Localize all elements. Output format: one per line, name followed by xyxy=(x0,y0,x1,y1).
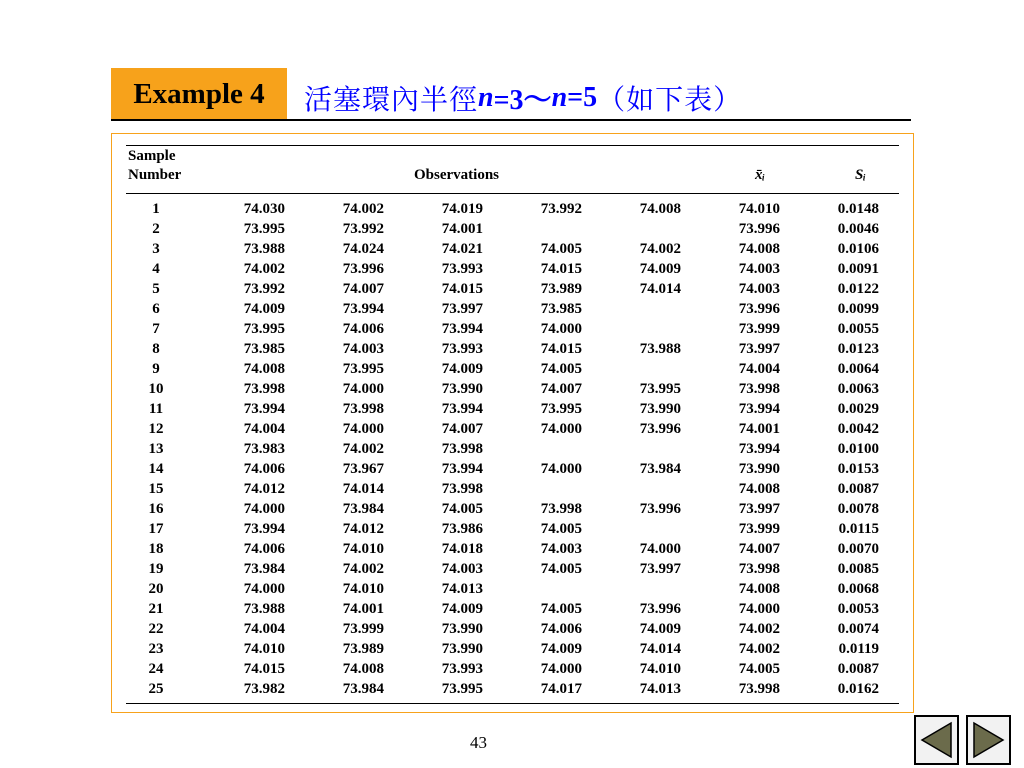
sample-number-cell: 14 xyxy=(148,461,164,477)
observation-3-cell: 73.990 xyxy=(441,381,483,397)
table-body xyxy=(126,199,879,699)
xbar-cell: 73.994 xyxy=(738,401,780,417)
observation-2-cell: 74.002 xyxy=(342,201,384,217)
observation-3-cell: 74.003 xyxy=(441,561,483,577)
xbar-cell: 74.003 xyxy=(738,281,780,297)
observation-3-cell: 74.013 xyxy=(441,581,483,597)
observation-4-cell xyxy=(483,479,582,499)
table-row xyxy=(126,359,879,379)
observation-3-cell: 74.001 xyxy=(441,221,483,237)
header-xbar: x̄ᵢ xyxy=(755,167,766,183)
observation-3-cell: 73.986 xyxy=(441,521,483,537)
table-row xyxy=(126,539,879,559)
observation-3-cell: 73.998 xyxy=(441,481,483,497)
sample-number-cell: 3 xyxy=(152,241,160,257)
observation-3-cell: 73.997 xyxy=(441,301,483,317)
xbar-cell: 74.005 xyxy=(738,661,780,677)
s-cell: 0.0029 xyxy=(837,401,879,417)
observation-3-cell: 73.994 xyxy=(441,401,483,417)
observation-4-cell xyxy=(483,219,582,239)
sample-number-cell: 6 xyxy=(152,301,160,317)
observation-2-cell: 73.996 xyxy=(342,261,384,277)
title-var-n1: n xyxy=(478,82,494,113)
observation-1-cell: 74.000 xyxy=(243,501,285,517)
table-top-rule xyxy=(126,145,899,146)
table-row xyxy=(126,599,879,619)
header-sample-line2: Number xyxy=(128,167,182,183)
observation-1-cell: 74.006 xyxy=(243,541,285,557)
observation-1-cell: 73.992 xyxy=(243,281,285,297)
example-badge xyxy=(111,68,287,120)
xbar-cell: 73.996 xyxy=(738,301,780,317)
header-observations: Observations xyxy=(414,167,500,183)
observation-2-cell: 74.010 xyxy=(342,541,384,557)
sample-number-cell: 1 xyxy=(152,201,160,217)
observation-2-cell: 74.007 xyxy=(342,281,384,297)
previous-slide-button[interactable] xyxy=(914,715,959,765)
table-row xyxy=(126,459,879,479)
observation-2-cell: 73.999 xyxy=(342,621,384,637)
observation-4-cell: 74.017 xyxy=(540,681,582,697)
table-row xyxy=(126,239,879,259)
next-slide-button[interactable] xyxy=(966,715,1011,765)
sample-number-cell: 19 xyxy=(148,561,164,577)
observation-5-cell: 74.014 xyxy=(639,641,681,657)
observation-3-cell: 73.998 xyxy=(441,441,483,457)
sample-number-cell: 5 xyxy=(152,281,160,297)
observation-2-cell: 74.024 xyxy=(342,241,384,257)
observation-1-cell: 74.002 xyxy=(243,261,285,277)
observation-2-cell: 73.984 xyxy=(342,501,384,517)
observation-5-cell: 74.000 xyxy=(639,541,681,557)
s-cell: 0.0099 xyxy=(837,301,879,317)
xbar-cell: 74.002 xyxy=(738,621,780,637)
observation-3-cell: 73.993 xyxy=(441,661,483,677)
observation-4-cell: 74.006 xyxy=(540,621,582,637)
observation-3-cell: 74.019 xyxy=(441,201,483,217)
observation-5-cell: 74.010 xyxy=(639,661,681,677)
sample-number-cell: 10 xyxy=(148,381,164,397)
observation-4-cell xyxy=(483,579,582,599)
observation-2-cell: 73.984 xyxy=(342,681,384,697)
observation-5-cell xyxy=(582,579,681,599)
s-cell: 0.0122 xyxy=(837,281,879,297)
observation-3-cell: 73.995 xyxy=(441,681,483,697)
observation-2-cell: 73.992 xyxy=(342,221,384,237)
observation-5-cell: 73.984 xyxy=(639,461,681,477)
sample-number-cell: 8 xyxy=(152,341,160,357)
observation-3-cell: 74.005 xyxy=(441,501,483,517)
observation-2-cell: 74.014 xyxy=(342,481,384,497)
observation-2-cell: 74.000 xyxy=(342,421,384,437)
observation-5-cell: 73.996 xyxy=(639,421,681,437)
s-cell: 0.0106 xyxy=(837,241,879,257)
s-cell: 0.0074 xyxy=(837,621,879,637)
observation-1-cell: 73.994 xyxy=(243,521,285,537)
table-row xyxy=(126,399,879,419)
observation-4-cell: 74.000 xyxy=(540,661,582,677)
sample-number-cell: 13 xyxy=(148,441,164,457)
s-cell: 0.0100 xyxy=(837,441,879,457)
xbar-cell: 74.008 xyxy=(738,581,780,597)
observation-5-cell xyxy=(582,299,681,319)
observation-1-cell: 73.998 xyxy=(243,381,285,397)
observation-4-cell: 74.005 xyxy=(540,561,582,577)
xbar-cell: 73.997 xyxy=(738,341,780,357)
observation-2-cell: 74.002 xyxy=(342,441,384,457)
s-cell: 0.0115 xyxy=(838,521,879,537)
xbar-cell: 74.010 xyxy=(738,201,780,217)
sample-number-cell: 9 xyxy=(152,361,160,377)
observation-4-cell: 74.015 xyxy=(540,261,582,277)
header-sample-line1: Sample xyxy=(128,148,176,164)
s-cell: 0.0078 xyxy=(837,501,879,517)
observation-5-cell: 74.014 xyxy=(639,281,681,297)
sample-number-cell: 23 xyxy=(148,641,164,657)
observation-3-cell: 74.009 xyxy=(441,361,483,377)
table-row xyxy=(126,619,879,639)
table-row xyxy=(126,519,879,539)
xbar-cell: 73.998 xyxy=(738,681,780,697)
s-cell: 0.0123 xyxy=(837,341,879,357)
table-row xyxy=(126,379,879,399)
xbar-cell: 73.997 xyxy=(738,501,780,517)
xbar-cell: 73.994 xyxy=(738,441,780,457)
s-cell: 0.0091 xyxy=(837,261,879,277)
observation-4-cell: 73.985 xyxy=(540,301,582,317)
observation-4-cell: 74.015 xyxy=(540,341,582,357)
observation-5-cell xyxy=(582,439,681,459)
observation-2-cell: 73.994 xyxy=(342,301,384,317)
s-cell: 0.0087 xyxy=(837,481,879,497)
observation-5-cell xyxy=(582,319,681,339)
observation-2-cell: 73.989 xyxy=(342,641,384,657)
observation-3-cell: 74.015 xyxy=(441,281,483,297)
xbar-cell: 74.004 xyxy=(738,361,780,377)
observation-4-cell: 74.007 xyxy=(540,381,582,397)
s-cell: 0.0046 xyxy=(837,221,879,237)
title-eq1: =3～ xyxy=(493,85,552,116)
observation-5-cell xyxy=(582,359,681,379)
observation-5-cell: 73.996 xyxy=(639,601,681,617)
observation-1-cell: 73.994 xyxy=(243,401,285,417)
s-cell: 0.0042 xyxy=(837,421,879,437)
table-row xyxy=(126,199,879,219)
table-row xyxy=(126,579,879,599)
title-cjk-suffix: （如下表） xyxy=(597,83,743,116)
observation-3-cell: 73.993 xyxy=(441,261,483,277)
table-row xyxy=(126,659,879,679)
xbar-cell: 74.002 xyxy=(738,641,780,657)
table-header-rule xyxy=(126,193,899,194)
observation-5-cell: 74.009 xyxy=(639,621,681,637)
observation-5-cell xyxy=(582,479,681,499)
sample-number-cell: 22 xyxy=(148,621,164,637)
xbar-cell: 73.999 xyxy=(738,321,780,337)
observation-4-cell: 74.000 xyxy=(540,421,582,437)
observation-1-cell: 73.988 xyxy=(243,601,285,617)
observation-1-cell: 73.988 xyxy=(243,241,285,257)
observation-3-cell: 73.994 xyxy=(441,461,483,477)
page-number: 43 xyxy=(470,733,487,752)
observation-1-cell: 74.004 xyxy=(243,621,285,637)
s-cell: 0.0070 xyxy=(837,541,879,557)
s-cell: 0.0053 xyxy=(837,601,879,617)
table-row xyxy=(126,419,879,439)
observation-2-cell: 74.000 xyxy=(342,381,384,397)
header-sample-number xyxy=(128,147,181,185)
xbar-cell: 74.007 xyxy=(738,541,780,557)
xbar-cell: 73.990 xyxy=(738,461,780,477)
s-cell: 0.0162 xyxy=(837,681,879,697)
observation-4-cell: 73.989 xyxy=(540,281,582,297)
observation-4-cell: 74.005 xyxy=(540,241,582,257)
observation-1-cell: 74.015 xyxy=(243,661,285,677)
xbar-cell: 73.998 xyxy=(738,381,780,397)
table-row xyxy=(126,299,879,319)
sample-number-cell: 25 xyxy=(148,681,164,697)
observation-4-cell: 74.005 xyxy=(540,601,582,617)
observation-1-cell: 74.009 xyxy=(243,301,285,317)
xbar-cell: 74.000 xyxy=(738,601,780,617)
table-row xyxy=(126,339,879,359)
observation-5-cell: 73.988 xyxy=(639,341,681,357)
observation-1-cell: 73.982 xyxy=(243,681,285,697)
sample-number-cell: 11 xyxy=(148,401,164,417)
observation-4-cell xyxy=(483,439,582,459)
observation-1-cell: 74.030 xyxy=(243,201,285,217)
sample-number-cell: 4 xyxy=(152,261,160,277)
sample-number-cell: 16 xyxy=(148,501,164,517)
observations-table xyxy=(126,199,879,699)
sample-number-cell: 7 xyxy=(152,321,160,337)
xbar-cell: 73.998 xyxy=(738,561,780,577)
observation-1-cell: 74.000 xyxy=(243,581,285,597)
observation-5-cell: 74.013 xyxy=(639,681,681,697)
sample-number-cell: 17 xyxy=(148,521,164,537)
xbar-cell: 74.008 xyxy=(738,481,780,497)
observation-1-cell: 74.008 xyxy=(243,361,285,377)
xbar-cell: 73.996 xyxy=(738,221,780,237)
observation-1-cell: 74.010 xyxy=(243,641,285,657)
observation-3-cell: 74.021 xyxy=(441,241,483,257)
observation-4-cell: 73.992 xyxy=(540,201,582,217)
observation-5-cell: 73.997 xyxy=(639,561,681,577)
title-eq2: =5 xyxy=(567,82,598,113)
observation-2-cell: 74.012 xyxy=(342,521,384,537)
observation-2-cell: 74.001 xyxy=(342,601,384,617)
xbar-cell: 74.008 xyxy=(738,241,780,257)
title-cjk-text: 活塞環內半徑 xyxy=(304,83,479,116)
observation-2-cell: 73.998 xyxy=(342,401,384,417)
observation-1-cell: 73.985 xyxy=(243,341,285,357)
observation-3-cell: 74.007 xyxy=(441,421,483,437)
observation-2-cell: 74.006 xyxy=(342,321,384,337)
s-cell: 0.0085 xyxy=(837,561,879,577)
observation-3-cell: 73.990 xyxy=(441,621,483,637)
sample-number-cell: 12 xyxy=(148,421,164,437)
slide-title xyxy=(304,78,742,118)
observation-2-cell: 74.003 xyxy=(342,341,384,357)
observation-1-cell: 73.983 xyxy=(243,441,285,457)
s-cell: 0.0063 xyxy=(837,381,879,397)
sample-number-cell: 20 xyxy=(148,581,164,597)
observation-2-cell: 74.008 xyxy=(342,661,384,677)
observation-2-cell: 73.995 xyxy=(342,361,384,377)
s-cell: 0.0064 xyxy=(837,361,879,377)
table-bottom-rule xyxy=(126,703,899,704)
table-row xyxy=(126,679,879,699)
sample-number-cell: 18 xyxy=(148,541,164,557)
s-cell: 0.0068 xyxy=(837,581,879,597)
observation-3-cell: 73.994 xyxy=(441,321,483,337)
s-cell: 0.0148 xyxy=(837,201,879,217)
s-cell: 0.0087 xyxy=(837,661,879,677)
s-cell: 0.0153 xyxy=(837,461,879,477)
observation-1-cell: 74.004 xyxy=(243,421,285,437)
table-row xyxy=(126,219,879,239)
xbar-cell: 74.003 xyxy=(738,261,780,277)
title-underline xyxy=(111,119,911,121)
table-row xyxy=(126,559,879,579)
observation-4-cell: 74.003 xyxy=(540,541,582,557)
s-cell: 0.0055 xyxy=(837,321,879,337)
observation-5-cell xyxy=(582,219,681,239)
observation-5-cell xyxy=(582,519,681,539)
sample-number-cell: 15 xyxy=(148,481,164,497)
title-var-n2: n xyxy=(551,82,568,113)
observation-1-cell: 74.012 xyxy=(243,481,285,497)
table-row xyxy=(126,319,879,339)
observation-5-cell: 74.008 xyxy=(639,201,681,217)
observation-4-cell: 74.000 xyxy=(540,321,582,337)
table-row xyxy=(126,439,879,459)
observation-4-cell: 73.995 xyxy=(540,401,582,417)
observation-1-cell: 73.995 xyxy=(243,321,285,337)
observation-3-cell: 74.009 xyxy=(441,601,483,617)
observation-1-cell: 73.984 xyxy=(243,561,285,577)
sample-number-cell: 21 xyxy=(148,601,164,617)
observation-2-cell: 73.967 xyxy=(342,461,384,477)
sample-number-cell: 24 xyxy=(148,661,164,677)
observation-3-cell: 74.018 xyxy=(441,541,483,557)
header-s: Sᵢ xyxy=(855,167,866,183)
observation-3-cell: 73.993 xyxy=(441,341,483,357)
observation-3-cell: 73.990 xyxy=(441,641,483,657)
observation-5-cell: 73.996 xyxy=(639,501,681,517)
observation-5-cell: 73.995 xyxy=(639,381,681,397)
table-row xyxy=(126,499,879,519)
triangle-right-icon xyxy=(968,717,1009,763)
table-row xyxy=(126,279,879,299)
triangle-left-icon xyxy=(916,717,957,763)
observation-4-cell: 74.005 xyxy=(540,361,582,377)
table-row xyxy=(126,639,879,659)
example-badge-label: Example 4 xyxy=(133,77,265,110)
observation-1-cell: 73.995 xyxy=(243,221,285,237)
sample-number-cell: 2 xyxy=(152,221,160,237)
observation-4-cell: 73.998 xyxy=(540,501,582,517)
observation-2-cell: 74.010 xyxy=(342,581,384,597)
observation-5-cell: 74.009 xyxy=(639,261,681,277)
xbar-cell: 74.001 xyxy=(738,421,780,437)
observation-2-cell: 74.002 xyxy=(342,561,384,577)
s-cell: 0.0119 xyxy=(838,641,879,657)
observation-4-cell: 74.005 xyxy=(540,521,582,537)
observation-4-cell: 74.000 xyxy=(540,461,582,477)
xbar-cell: 73.999 xyxy=(738,521,780,537)
table-row xyxy=(126,479,879,499)
observation-1-cell: 74.006 xyxy=(243,461,285,477)
observation-4-cell: 74.009 xyxy=(540,641,582,657)
table-row xyxy=(126,259,879,279)
observation-5-cell: 73.990 xyxy=(639,401,681,417)
observation-5-cell: 74.002 xyxy=(639,241,681,257)
